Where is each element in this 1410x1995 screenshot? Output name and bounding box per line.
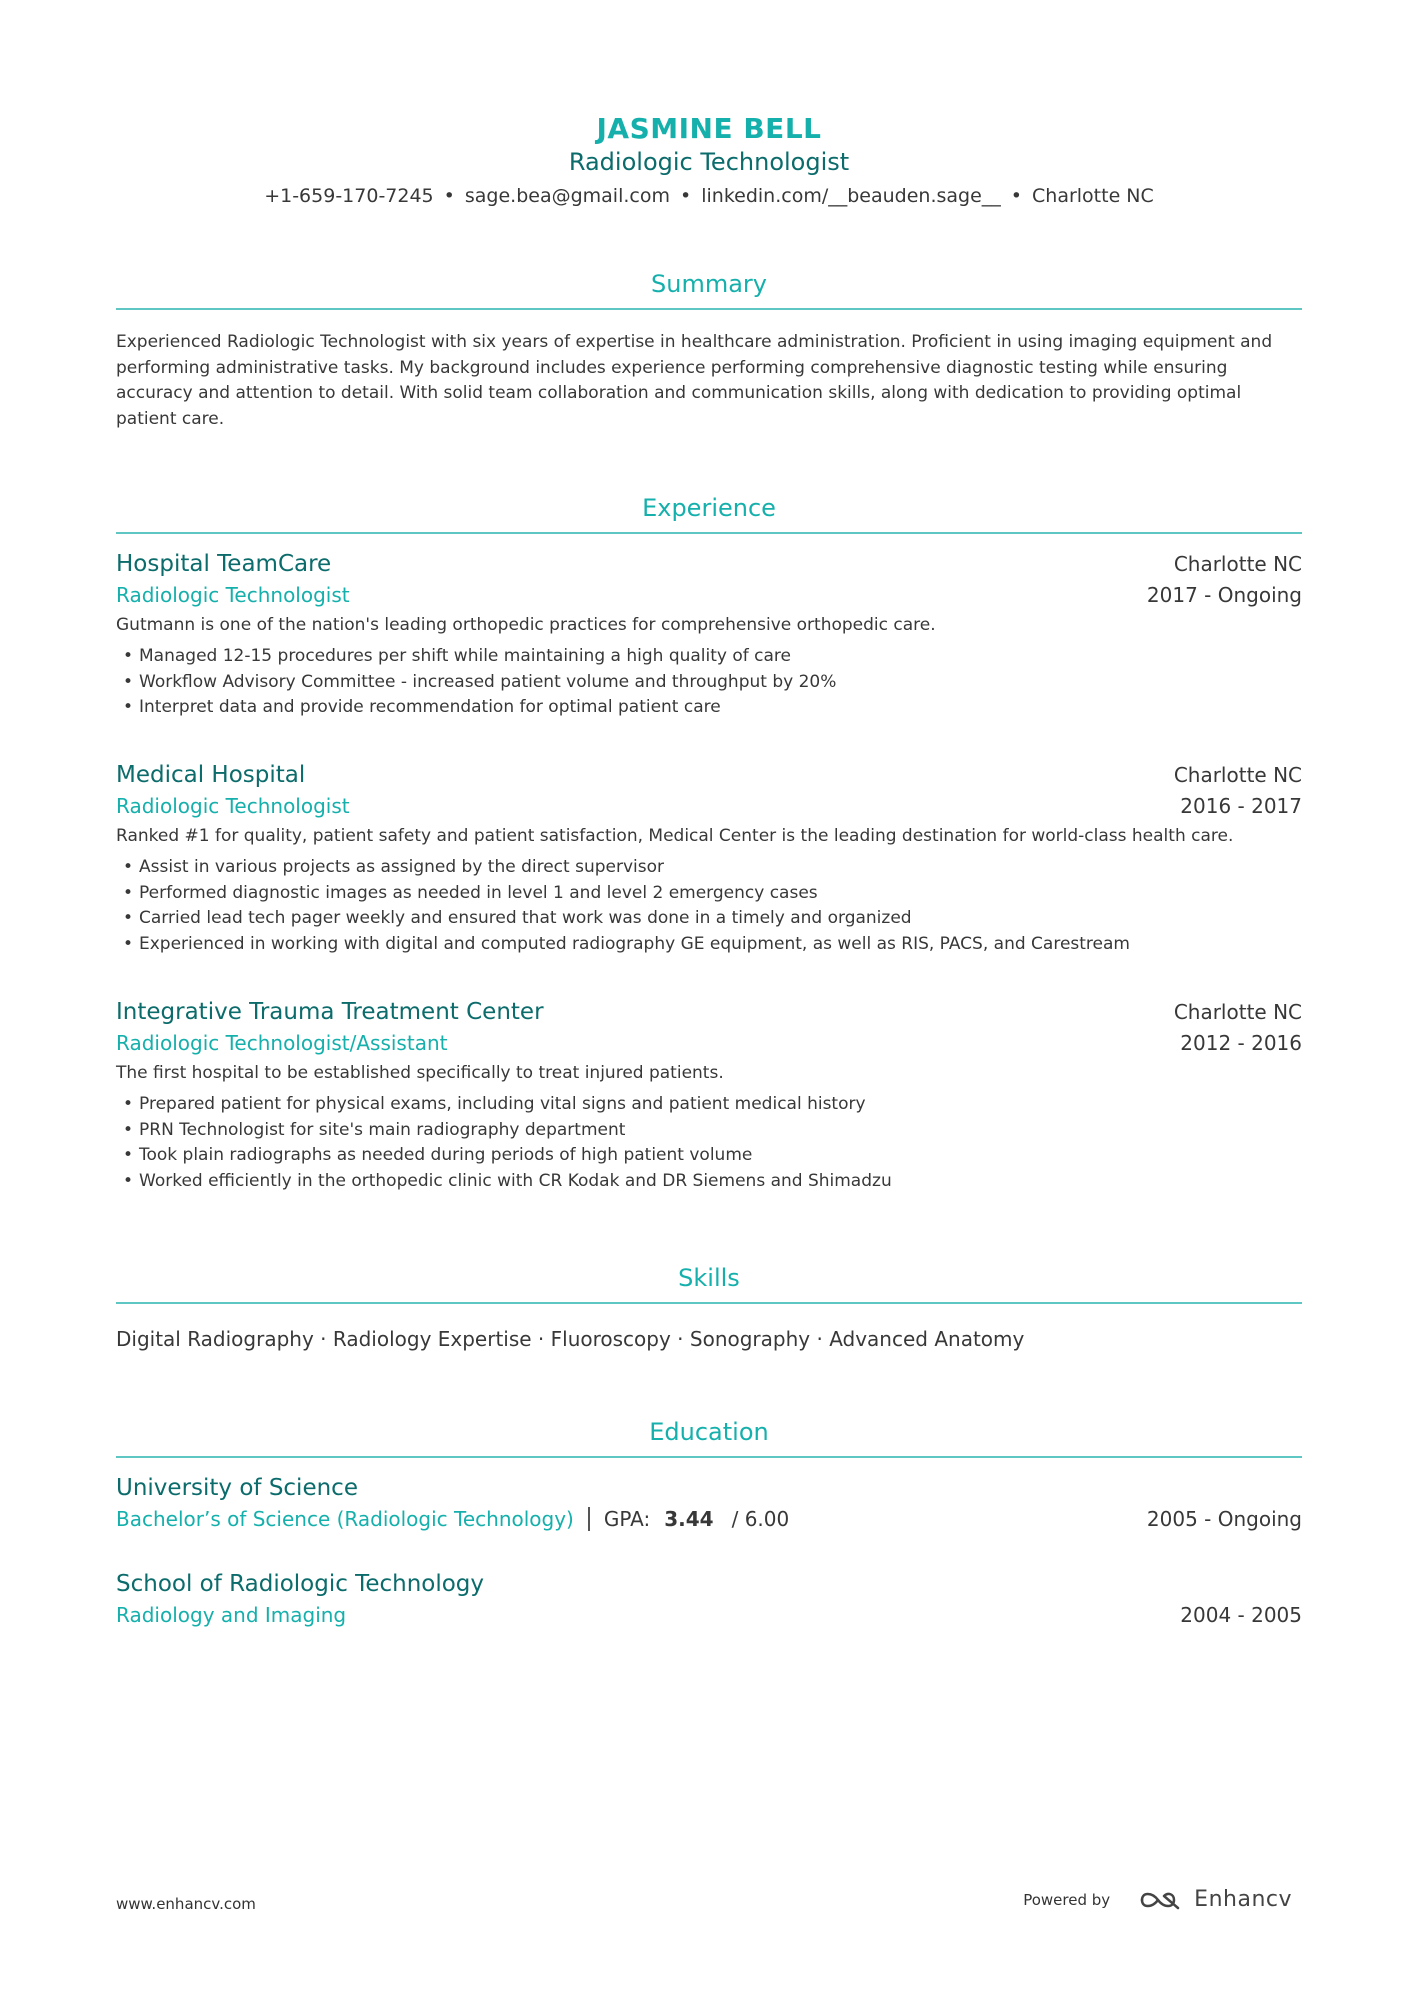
bullet-item: • Took plain radiographs as needed during periods of high patient volume bbox=[116, 1143, 1302, 1169]
powered-by-label: Powered by bbox=[1023, 1890, 1111, 1909]
bullet-item: • Carried lead tech pager weekly and ensured that work was done in a timely and organized bbox=[116, 906, 1302, 932]
gpa-value: 3.44 bbox=[664, 1507, 714, 1531]
bullet-icon: • bbox=[123, 697, 134, 717]
bullet-icon: • bbox=[123, 1170, 134, 1191]
job-role: Radiologic Technologist/Assistant bbox=[116, 1031, 448, 1055]
section-divider bbox=[116, 1302, 1302, 1304]
school-name: School of Radiologic Technology bbox=[116, 1571, 485, 1597]
job-dates: 2012 - 2016 bbox=[1180, 1031, 1302, 1055]
bullet-item: • Interpret data and provide recommendation for optimal patient care bbox=[116, 695, 1302, 721]
bullet-item: • Worked efficiently in the orthopedic clinic with CR Kodak and DR Siemens and Shimadzu bbox=[116, 1169, 1302, 1195]
job-location: Charlotte NC bbox=[1173, 1000, 1302, 1024]
bullet-icon: • bbox=[123, 908, 134, 928]
separator: • bbox=[1010, 185, 1023, 207]
contact-line bbox=[116, 183, 1302, 209]
bullet-item: • Assist in various projects as assigned by the direct supervisor bbox=[116, 855, 1302, 881]
skills-section bbox=[116, 1262, 1302, 1354]
bullet-icon: • bbox=[123, 646, 134, 666]
location: Charlotte NC bbox=[1032, 185, 1154, 207]
gpa-max: / 6.00 bbox=[731, 1507, 790, 1531]
bullet-icon: • bbox=[123, 671, 134, 692]
education-entry bbox=[116, 1473, 1302, 1535]
enhancv-logo-icon bbox=[1138, 1888, 1184, 1912]
job-bullets bbox=[116, 855, 1302, 957]
degree-line bbox=[116, 1507, 789, 1531]
job-description: Gutmann is one of the nation's leading orthopedic practices for comprehensive orthopedic care. bbox=[116, 615, 936, 635]
job-company: Medical Hospital bbox=[116, 762, 306, 788]
resume-page bbox=[116, 0, 1302, 1627]
bullet-icon: • bbox=[123, 857, 134, 877]
bullet-item: • PRN Technologist for site's main radiography department bbox=[116, 1118, 1302, 1144]
bullet-icon: • bbox=[123, 882, 134, 903]
gpa-label: GPA: bbox=[603, 1507, 651, 1531]
candidate-name: JASMINE BELL bbox=[596, 112, 822, 145]
job-entry bbox=[116, 997, 1302, 1194]
education-dates: 2005 - Ongoing bbox=[1146, 1507, 1302, 1531]
bullet-icon: • bbox=[123, 1094, 134, 1114]
section-heading-summary: Summary bbox=[651, 270, 767, 298]
bullet-item: • Managed 12-15 procedures per shift while maintaining a high quality of care bbox=[116, 644, 1302, 670]
bullet-item: • Prepared patient for physical exams, including vital signs and patient medical history bbox=[116, 1092, 1302, 1118]
degree: Bachelor’s of Science (Radiologic Technology) bbox=[116, 1507, 574, 1531]
bullet-item: • Workflow Advisory Committee - increased patient volume and throughput by 20% bbox=[116, 670, 1302, 696]
separator: • bbox=[680, 185, 692, 207]
bullet-item: • Performed diagnostic images as needed in level 1 and level 2 emergency cases bbox=[116, 881, 1302, 907]
job-bullets bbox=[116, 644, 1302, 721]
education-section bbox=[116, 1416, 1302, 1627]
job-bullets bbox=[116, 1092, 1302, 1194]
job-company: Hospital TeamCare bbox=[116, 551, 332, 577]
bullet-icon: • bbox=[123, 1145, 134, 1165]
job-dates: 2017 - Ongoing bbox=[1146, 583, 1302, 607]
linkedin-link[interactable]: linkedin.com/__beauden.sage__ bbox=[701, 185, 1001, 207]
section-heading-education: Education bbox=[649, 1418, 769, 1446]
resume-header bbox=[116, 0, 1302, 209]
brand-name: Enhancv bbox=[1194, 1887, 1292, 1912]
footer-url-link[interactable]: www.enhancv.com bbox=[116, 1895, 256, 1913]
powered-by bbox=[1023, 1887, 1292, 1912]
bullet-icon: • bbox=[123, 933, 134, 954]
enhancv-logo[interactable] bbox=[1138, 1887, 1292, 1912]
education-entry bbox=[116, 1569, 1302, 1631]
job-company: Integrative Trauma Treatment Center bbox=[116, 999, 544, 1025]
bullet-icon: • bbox=[123, 1119, 134, 1140]
section-divider bbox=[116, 308, 1302, 310]
section-divider bbox=[116, 532, 1302, 534]
job-description: Ranked #1 for quality, patient safety and patient satisfaction, Medical Center is the leading destination for world-class health care. bbox=[116, 826, 1234, 846]
section-divider bbox=[116, 1456, 1302, 1458]
degree: Radiology and Imaging bbox=[116, 1603, 347, 1627]
phone: +1-659-170-7245 bbox=[264, 185, 434, 207]
section-heading-experience: Experience bbox=[642, 494, 776, 522]
experience-section bbox=[116, 492, 1302, 1191]
school-name: University of Science bbox=[116, 1475, 358, 1501]
bullet-item: • Experienced in working with digital and computed radiography GE equipment, as well as RIS, PACS, and Carestream bbox=[116, 932, 1302, 958]
email-link[interactable]: sage.bea@gmail.com bbox=[464, 185, 670, 207]
job-role: Radiologic Technologist bbox=[116, 583, 350, 607]
job-entry bbox=[116, 549, 1302, 721]
job-description: The first hospital to be established specifically to treat injured patients. bbox=[116, 1063, 724, 1083]
job-location: Charlotte NC bbox=[1173, 552, 1302, 576]
separator: • bbox=[443, 185, 455, 207]
education-dates: 2004 - 2005 bbox=[1180, 1603, 1302, 1627]
job-entry bbox=[116, 760, 1302, 957]
candidate-title: Radiologic Technologist bbox=[568, 148, 850, 176]
summary-section bbox=[116, 268, 1302, 432]
divider-bar bbox=[588, 1507, 590, 1531]
job-location: Charlotte NC bbox=[1173, 763, 1302, 787]
job-role: Radiologic Technologist bbox=[116, 794, 350, 818]
job-dates: 2016 - 2017 bbox=[1180, 794, 1302, 818]
skills-list: Digital Radiography · Radiology Expertise · Fluoroscopy · Sonography · Advanced Anatomy bbox=[116, 1327, 1025, 1351]
summary-text: Experienced Radiologic Technologist with six years of expertise in healthcare administration. Proficient in using imaging equipment and performing administrative tasks. My background includes experience performing comprehensive diagnostic testing while ensuring accuracy and attention to detail. With solid team collaboration and communication skills, along with dedication to providing optimal patient care. bbox=[116, 332, 1273, 429]
section-heading-skills: Skills bbox=[678, 1264, 740, 1292]
